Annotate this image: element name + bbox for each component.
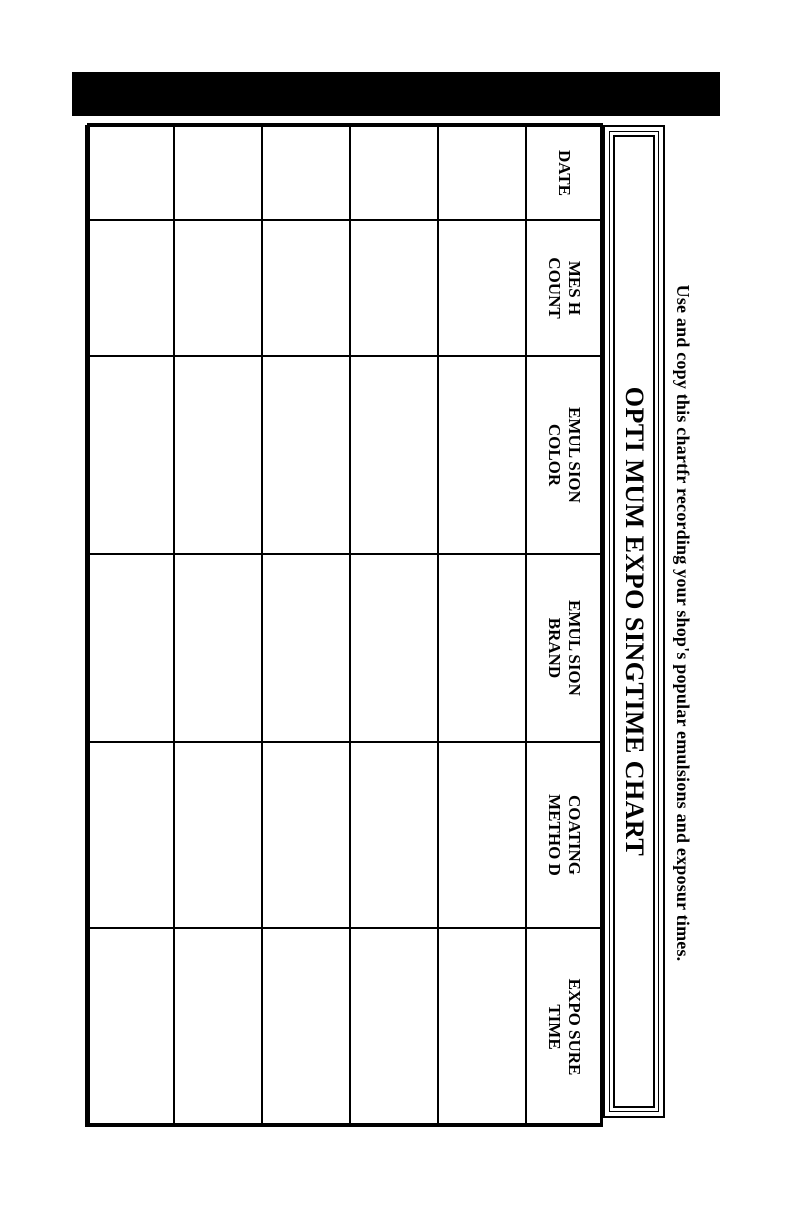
col-header-date (526, 126, 602, 220)
table-cell[interactable] (350, 928, 438, 1126)
col-header-exposure-time (526, 928, 602, 1126)
table-cell[interactable] (86, 742, 174, 928)
col-header-line: EMUL SION (565, 600, 584, 696)
table-cell[interactable] (438, 356, 526, 554)
table-cell[interactable] (174, 356, 262, 554)
exposure-table (85, 125, 603, 1127)
table-cell[interactable] (438, 220, 526, 356)
table-cell[interactable] (262, 356, 350, 554)
table-cell[interactable] (86, 220, 174, 356)
col-header-line: BRAND (545, 617, 564, 679)
title-frame (603, 125, 665, 1118)
table-cell[interactable] (438, 928, 526, 1126)
chart-title: OPTI MUM EXPO SINGTIME CHART (620, 386, 649, 857)
col-header-coating-method (526, 742, 602, 928)
table-row (438, 126, 526, 1126)
table-cell[interactable] (174, 220, 262, 356)
table-cell[interactable] (262, 126, 350, 220)
col-header-emulsion-brand (526, 554, 602, 742)
table-cell[interactable] (174, 554, 262, 742)
table-row (262, 126, 350, 1126)
col-header-line: EXPO SURE (565, 978, 584, 1076)
col-header-line: COLOR (545, 423, 564, 487)
table-cell[interactable] (350, 356, 438, 554)
table-cell[interactable] (262, 928, 350, 1126)
table-cell[interactable] (86, 126, 174, 220)
col-header-line: COUNT (545, 257, 564, 319)
table-cell[interactable] (174, 742, 262, 928)
col-header-line: METHO D (545, 794, 564, 876)
table-cell[interactable] (438, 554, 526, 742)
table-cell[interactable] (86, 356, 174, 554)
table-cell[interactable] (262, 742, 350, 928)
table-cell[interactable] (350, 554, 438, 742)
table-cell[interactable] (86, 928, 174, 1126)
table-row (174, 126, 262, 1126)
table-cell[interactable] (174, 126, 262, 220)
chart-page (88, 123, 700, 1123)
col-header-line: DATE (555, 150, 574, 196)
col-header-line: EMUL SION (565, 407, 584, 503)
col-header-line: COATING (565, 795, 584, 875)
col-header-emulsion-color (526, 356, 602, 554)
table-cell[interactable] (438, 126, 526, 220)
col-header-mesh-count (526, 220, 602, 356)
instruction-text: Use and copy this chartfr recording your shop's popular emulsions and exposur times. (673, 284, 693, 962)
col-header-line: MES H (565, 260, 584, 316)
table-row (86, 126, 174, 1126)
table-header-row (526, 126, 602, 1126)
table-cell[interactable] (350, 220, 438, 356)
header-bar (72, 72, 720, 116)
table-cell[interactable] (438, 742, 526, 928)
table-cell[interactable] (262, 220, 350, 356)
table-cell[interactable] (174, 928, 262, 1126)
table-row (350, 126, 438, 1126)
col-header-line: TIME (545, 1004, 564, 1050)
table-cell[interactable] (350, 126, 438, 220)
table-cell[interactable] (86, 554, 174, 742)
table-cell[interactable] (262, 554, 350, 742)
table-cell[interactable] (350, 742, 438, 928)
